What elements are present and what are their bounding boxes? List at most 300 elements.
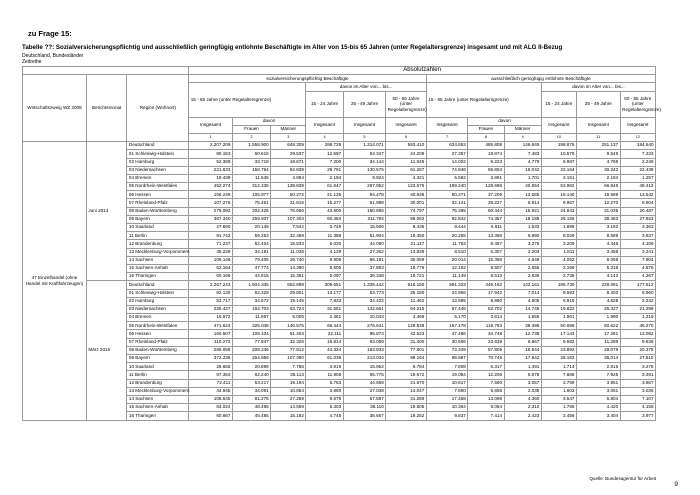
value-cell: 74.797: [386, 207, 426, 215]
value-cell: 6.890: [504, 232, 541, 240]
value-cell: 67.597: [343, 395, 386, 403]
value-cell: 160.507: [189, 330, 233, 338]
value-cell: 17.261: [576, 330, 620, 338]
value-cell: 5.318: [576, 264, 620, 272]
header-svb-davon-alter: davon im Alter von... bis...: [306, 83, 426, 91]
value-cell: 11.867: [232, 314, 270, 322]
value-cell: 9.904: [620, 199, 655, 207]
value-cell: 1.339.442: [343, 281, 386, 289]
region-cell: 03 Niedersachsen: [127, 166, 189, 174]
value-cell: 50.086: [541, 322, 576, 330]
value-cell: 95.873: [343, 330, 386, 338]
value-cell: 5.097: [306, 273, 343, 281]
value-cell: 4.052: [541, 256, 576, 264]
region-cell: 06 Hessen: [127, 191, 189, 199]
value-cell: 16.042: [504, 166, 541, 174]
header-agb-davon: davon: [468, 117, 542, 125]
value-cell: 13.082: [620, 330, 655, 338]
value-cell: 11.286: [576, 338, 620, 346]
colnum: 10: [541, 133, 576, 141]
value-cell: 8.054: [468, 404, 504, 412]
value-cell: 52.389: [189, 158, 233, 166]
value-cell: 106.146: [189, 256, 233, 264]
value-cell: 11.038: [271, 248, 306, 256]
value-cell: 37.883: [343, 264, 386, 272]
value-cell: 62.839: [271, 166, 306, 174]
value-cell: 10.617: [426, 379, 468, 387]
value-cell: 1.811: [541, 248, 576, 256]
value-cell: 44.815: [232, 273, 270, 281]
value-cell: 259.937: [232, 215, 270, 223]
value-cell: 299.728: [306, 142, 343, 150]
value-cell: 15.506: [343, 224, 386, 232]
value-cell: 76.365: [426, 207, 468, 215]
value-cell: 8.444: [426, 224, 468, 232]
value-cell: 32.489: [271, 232, 306, 240]
value-cell: 59.253: [232, 232, 270, 240]
value-cell: 48.413: [620, 183, 655, 191]
value-cell: 11.545: [232, 174, 270, 182]
value-cell: 11.045: [386, 158, 426, 166]
value-cell: 169.240: [426, 183, 468, 191]
value-cell: 3.404: [576, 412, 620, 420]
value-cell: 18.833: [271, 240, 306, 248]
value-cell: 2.207.209: [189, 142, 233, 150]
value-cell: 36.014: [576, 355, 620, 363]
value-cell: 23.892: [541, 346, 576, 354]
value-cell: 208.246: [232, 346, 270, 354]
value-cell: 7.833: [306, 297, 343, 305]
region-cell: 12 Brandenburg: [127, 240, 189, 248]
region-cell: 10 Saarland: [127, 224, 189, 232]
value-cell: 157.178: [426, 322, 468, 330]
value-cell: 228.427: [189, 305, 233, 313]
value-cell: 8.435: [386, 224, 426, 232]
region-cell: 13 Mecklenburg-Vorpommern: [127, 248, 189, 256]
value-cell: 34.091: [232, 387, 270, 395]
value-cell: 1.257: [620, 174, 655, 182]
value-cell: 25.163: [541, 355, 576, 363]
header-agb: ausschließlich geringfügig entlohnte Beschäftigte: [426, 75, 655, 83]
value-cell: 4.143: [576, 273, 620, 281]
page-number: 9: [674, 481, 678, 488]
region-cell: 09 Bayern: [127, 355, 189, 363]
value-cell: 22.439: [620, 166, 655, 174]
value-cell: 228.081: [576, 281, 620, 289]
value-cell: 211.794: [343, 215, 386, 223]
value-cell: 221.633: [189, 166, 233, 174]
value-cell: 17.942: [504, 355, 541, 363]
value-cell: 15.814: [306, 338, 343, 346]
value-cell: 2.655: [504, 264, 541, 272]
value-cell: 60.622: [576, 322, 620, 330]
value-cell: 1.633: [504, 224, 541, 232]
value-cell: 71.237: [189, 240, 233, 248]
value-cell: 1.314.071: [343, 142, 386, 150]
value-cell: 77.947: [232, 338, 270, 346]
value-cell: 17.143: [541, 330, 576, 338]
value-cell: 53.982: [541, 183, 576, 191]
value-cell: 18.776: [386, 264, 426, 272]
value-cell: 10.579: [541, 150, 576, 158]
value-cell: 10.043: [343, 314, 386, 322]
value-cell: 3.867: [620, 379, 655, 387]
value-cell: 1.556: [504, 314, 541, 322]
value-cell: 6.915: [541, 297, 576, 305]
value-cell: 8.487: [468, 240, 504, 248]
value-cell: 38.395: [504, 322, 541, 330]
value-cell: 185.730: [541, 281, 576, 289]
value-cell: 21.970: [386, 379, 426, 387]
table-row: [23, 142, 656, 150]
value-cell: 31.551: [306, 305, 343, 313]
value-cell: 5.655: [468, 387, 504, 395]
region-cell: 02 Hamburg: [127, 158, 189, 166]
value-cell: 146.575: [271, 322, 306, 330]
header-berichtsmonat: Berichtsmonat: [86, 75, 126, 142]
region-cell: 14 Sachsen: [127, 395, 189, 403]
header-agb-50-65: 50 - 65 Jahre (unter Regelaltersgrenze): [620, 91, 655, 117]
value-cell: 23.639: [468, 338, 504, 346]
value-cell: 50.272: [271, 191, 306, 199]
value-cell: 198.876: [541, 142, 576, 150]
value-cell: 14.047: [386, 387, 426, 395]
value-cell: 26.156: [541, 215, 576, 223]
value-cell: 6.804: [576, 395, 620, 403]
value-cell: 6.987: [541, 158, 576, 166]
value-cell: 20.148: [232, 224, 270, 232]
data-table: [22, 66, 661, 421]
value-cell: 3.919: [306, 363, 343, 371]
value-cell: 34.422: [343, 297, 386, 305]
value-cell: 20.255: [426, 232, 468, 240]
value-cell: 109.104: [232, 330, 270, 338]
value-cell: 11.763: [426, 240, 468, 248]
value-cell: 63.059: [343, 338, 386, 346]
value-cell: 9.545: [576, 150, 620, 158]
value-cell: 2.456: [541, 412, 576, 420]
value-cell: 3.051: [576, 387, 620, 395]
value-cell: 66.181: [343, 256, 386, 264]
value-cell: 61.038: [306, 355, 343, 363]
colnum: 11: [576, 133, 620, 141]
value-cell: 12.738: [504, 330, 541, 338]
value-cell: 118.783: [468, 322, 504, 330]
value-cell: 64.215: [386, 305, 426, 313]
value-cell: 53.717: [189, 297, 233, 305]
value-cell: 9.507: [468, 264, 504, 272]
value-cell: 7.756: [271, 363, 306, 371]
value-cell: 3.547: [541, 395, 576, 403]
region-cell: Deutschland: [127, 142, 189, 150]
value-cell: 452.274: [189, 183, 233, 191]
value-cell: 12.270: [576, 199, 620, 207]
value-cell: 51.403: [271, 330, 306, 338]
value-cell: 60.444: [468, 207, 504, 215]
value-cell: 28.655: [189, 363, 233, 371]
value-cell: 40.554: [504, 183, 541, 191]
value-cell: 3.278: [620, 363, 655, 371]
value-cell: 148.845: [504, 142, 541, 150]
region-cell: 08 Baden-Württemberg: [127, 346, 189, 354]
value-cell: 2.267.243: [189, 281, 233, 289]
value-cell: 29.079: [576, 346, 620, 354]
header-wz: Wirtschaftszweig WZ 2008: [23, 75, 87, 142]
value-cell: 92.130: [189, 289, 233, 297]
value-cell: 13.365: [468, 232, 504, 240]
table-caption: Tabelle ??: Sozialversicherungspflichtig und ausschließlich geringfügig entlohnte Beschäftigte im Alter von 15-bis 65 Jahren (unter Regelaltersgrenze) insgesamt und mit ALG II-Bezug: [22, 44, 563, 51]
value-cell: 75.461: [232, 199, 270, 207]
value-cell: 60.484: [306, 215, 343, 223]
region-cell: 07 Rheinland-Pfalz: [127, 199, 189, 207]
value-cell: 58.804: [468, 166, 504, 174]
value-cell: 6.878: [504, 371, 541, 379]
value-cell: 26.740: [271, 256, 306, 264]
value-cell: 34.144: [343, 158, 386, 166]
value-cell: 2.035: [504, 387, 541, 395]
value-cell: 25.227: [468, 199, 504, 207]
value-cell: 1.603: [541, 387, 576, 395]
value-cell: 1.491: [504, 363, 541, 371]
colnum: 8: [468, 133, 504, 141]
value-cell: 4.420: [576, 404, 620, 412]
header-region: Region (Wohnort): [127, 75, 189, 142]
value-cell: 27.269: [271, 395, 306, 403]
value-cell: 61.998: [343, 199, 386, 207]
value-cell: 3.182: [576, 224, 620, 232]
value-cell: 5.592: [426, 174, 468, 182]
value-cell: 7.414: [468, 412, 504, 420]
value-cell: 29.537: [271, 150, 306, 158]
value-cell: 52.702: [468, 305, 504, 313]
header-agb-frauen: Frauen: [468, 125, 504, 133]
value-cell: 3.891: [468, 174, 504, 182]
value-cell: 11.462: [386, 297, 426, 305]
value-cell: 13.542: [620, 191, 655, 199]
value-cell: 3.458: [576, 248, 620, 256]
value-cell: 9.593: [541, 289, 576, 297]
value-cell: 27.262: [343, 248, 386, 256]
value-cell: 3.363: [620, 224, 655, 232]
value-cell: 3.977: [620, 412, 655, 420]
value-cell: 634.653: [426, 142, 468, 150]
value-cell: 74.357: [468, 215, 504, 223]
value-cell: 9.638: [620, 338, 655, 346]
value-cell: 485.808: [468, 142, 504, 150]
value-cell: 107.276: [189, 199, 233, 207]
value-cell: 7.483: [504, 150, 541, 158]
value-cell: 38.116: [343, 404, 386, 412]
value-cell: 53.217: [232, 379, 270, 387]
value-cell: 44.324: [306, 346, 343, 354]
region-cell: 04 Bremen: [127, 314, 189, 322]
colnum: 12: [620, 133, 655, 141]
colnum: 9: [504, 133, 541, 141]
header-svb-15-24: 15 - 24 Jahre: [306, 91, 343, 117]
source-note: Quelle: Bundesagentur für Arbeit: [589, 476, 656, 481]
value-cell: 62.329: [232, 289, 270, 297]
value-cell: 2.246: [620, 158, 655, 166]
region-cell: 07 Rheinland-Pfalz: [127, 338, 189, 346]
value-cell: 32.326: [271, 338, 306, 346]
value-cell: 2.242: [620, 297, 655, 305]
value-cell: 18.721: [386, 273, 426, 281]
value-cell: 18.589: [576, 191, 620, 199]
region-cell: 16 Thüringen: [127, 412, 189, 420]
colnum: 1: [189, 133, 233, 141]
value-cell: 27.690: [189, 224, 233, 232]
header-agb-age-total: 15 - 65 Jahre (unter Regelaltersgrenze): [426, 83, 541, 117]
value-cell: 30.243: [576, 166, 620, 174]
value-cell: 15.182: [271, 412, 306, 420]
value-cell: 471.623: [189, 322, 233, 330]
header-svb-50-65-insgesamt: Insgesamt: [386, 117, 426, 133]
value-cell: 14.002: [426, 158, 468, 166]
value-cell: 9.967: [541, 199, 576, 207]
value-cell: 30.001: [386, 199, 426, 207]
value-cell: 372.236: [189, 355, 233, 363]
value-cell: 158.794: [232, 166, 270, 174]
value-cell: 128.538: [386, 322, 426, 330]
value-cell: 65.775: [343, 371, 386, 379]
value-cell: 264.856: [232, 355, 270, 363]
header-agb-insgesamt: Insgesamt: [426, 117, 468, 133]
value-cell: 4.894: [271, 174, 306, 182]
value-cell: 24.209: [386, 150, 426, 158]
value-cell: 4.446: [576, 240, 620, 248]
value-cell: 70.745: [468, 355, 504, 363]
value-cell: 5.303: [306, 404, 343, 412]
value-cell: 34.748: [468, 330, 504, 338]
region-cell: 11 Berlin: [127, 232, 189, 240]
header-svb-davon: davon: [232, 117, 306, 125]
value-cell: 57.805: [468, 346, 504, 354]
region-cell: 01 Schleswig-Holstein: [127, 289, 189, 297]
value-cell: 27.357: [426, 150, 468, 158]
value-cell: 3.637: [620, 232, 655, 240]
value-cell: 15.544: [504, 346, 541, 354]
region-cell: 08 Baden-Württemberg: [127, 207, 189, 215]
region-cell: 12 Brandenburg: [127, 379, 189, 387]
value-cell: 11.388: [306, 232, 343, 240]
header-svb-25-49-insgesamt: Insgesamt: [343, 117, 386, 133]
value-cell: 9.223: [468, 158, 504, 166]
value-cell: 3.036: [620, 387, 655, 395]
value-cell: 9.582: [541, 338, 576, 346]
value-cell: 42.523: [386, 330, 426, 338]
header-agb-50-65-insgesamt: Insgesamt: [620, 117, 655, 133]
value-cell: 63.024: [189, 404, 233, 412]
value-cell: 164.703: [232, 305, 270, 313]
value-cell: 17.942: [468, 289, 504, 297]
value-cell: 3.749: [306, 224, 343, 232]
value-cell: 34.572: [232, 297, 270, 305]
table-subtitle-region: Deutschland, Bundesländer: [22, 53, 84, 59]
value-cell: 1.558.900: [232, 142, 270, 150]
value-cell: 77.812: [271, 346, 306, 354]
value-cell: 20.014: [426, 256, 468, 264]
value-cell: 107.403: [271, 215, 306, 223]
value-cell: 3.614: [468, 314, 504, 322]
value-cell: 33.718: [232, 158, 270, 166]
value-cell: 22.164: [541, 166, 576, 174]
value-cell: 7.542: [271, 224, 306, 232]
value-cell: 108.545: [189, 395, 233, 403]
value-cell: 130.575: [343, 166, 386, 174]
value-cell: 5.170: [426, 314, 468, 322]
value-cell: 62.164: [189, 264, 233, 272]
value-cell: 312.435: [232, 183, 270, 191]
value-cell: 132.661: [343, 305, 386, 313]
value-cell: 7.690: [426, 387, 468, 395]
value-cell: 8.403: [576, 289, 620, 297]
value-cell: 97.353: [189, 371, 233, 379]
value-cell: 184.640: [620, 142, 655, 150]
value-cell: 7.233: [620, 150, 655, 158]
value-cell: 4.267: [620, 273, 655, 281]
wz-cell: 47 Einzelhandel (ohne Handel mit Kraftfahrzeugen): [23, 142, 87, 420]
value-cell: 4.748: [306, 412, 343, 420]
value-cell: 44.945: [189, 387, 233, 395]
value-cell: 21.117: [386, 240, 426, 248]
value-cell: 36.667: [343, 412, 386, 420]
region-cell: 16 Thüringen: [127, 273, 189, 281]
region-cell: 02 Hamburg: [127, 297, 189, 305]
value-cell: 24.956: [426, 289, 468, 297]
value-cell: 52.404: [232, 240, 270, 248]
header-agb-davon-alter: davon im Alter von... bis...: [541, 83, 655, 91]
value-cell: 26.327: [576, 305, 620, 313]
value-cell: 63.724: [271, 305, 306, 313]
value-cell: 27.038: [343, 387, 386, 395]
region-cell: 01 Schleswig-Holstein: [127, 150, 189, 158]
region-cell: 05 Nordrhein-Westfalen: [127, 322, 189, 330]
value-cell: 19.672: [386, 371, 426, 379]
value-cell: 31.815: [271, 199, 306, 207]
region-cell: 15 Sachsen-Anhalt: [127, 264, 189, 272]
value-cell: 591.323: [426, 281, 468, 289]
value-cell: 67.446: [426, 305, 468, 313]
value-cell: 94.478: [343, 191, 386, 199]
value-cell: 60.667: [189, 412, 233, 420]
region-cell: Deutschland: [127, 281, 189, 289]
value-cell: 8.513: [468, 273, 504, 281]
value-cell: 309.651: [306, 281, 343, 289]
region-cell: 06 Hessen: [127, 330, 189, 338]
region-cell: 09 Bayern: [127, 215, 189, 223]
value-cell: 3.860: [306, 387, 343, 395]
value-cell: 15.351: [271, 273, 306, 281]
value-cell: 43.600: [306, 207, 343, 215]
value-cell: 19.605: [386, 404, 426, 412]
value-cell: 4.649: [504, 256, 541, 264]
value-cell: 21.135: [306, 191, 343, 199]
value-cell: 1.714: [541, 363, 576, 371]
value-cell: 122.675: [386, 183, 426, 191]
value-cell: 2.739: [541, 273, 576, 281]
value-cell: 267.952: [343, 183, 386, 191]
value-cell: 45.229: [189, 248, 233, 256]
value-cell: 6.914: [504, 199, 541, 207]
value-cell: 31.035: [576, 207, 620, 215]
value-cell: 1.786: [541, 404, 576, 412]
value-cell: 13.065: [504, 191, 541, 199]
value-cell: 18.671: [271, 158, 306, 166]
value-cell: 177.512: [620, 281, 655, 289]
value-cell: 279.082: [189, 207, 233, 215]
value-cell: 3.057: [504, 379, 541, 387]
value-cell: 6.030: [306, 240, 343, 248]
